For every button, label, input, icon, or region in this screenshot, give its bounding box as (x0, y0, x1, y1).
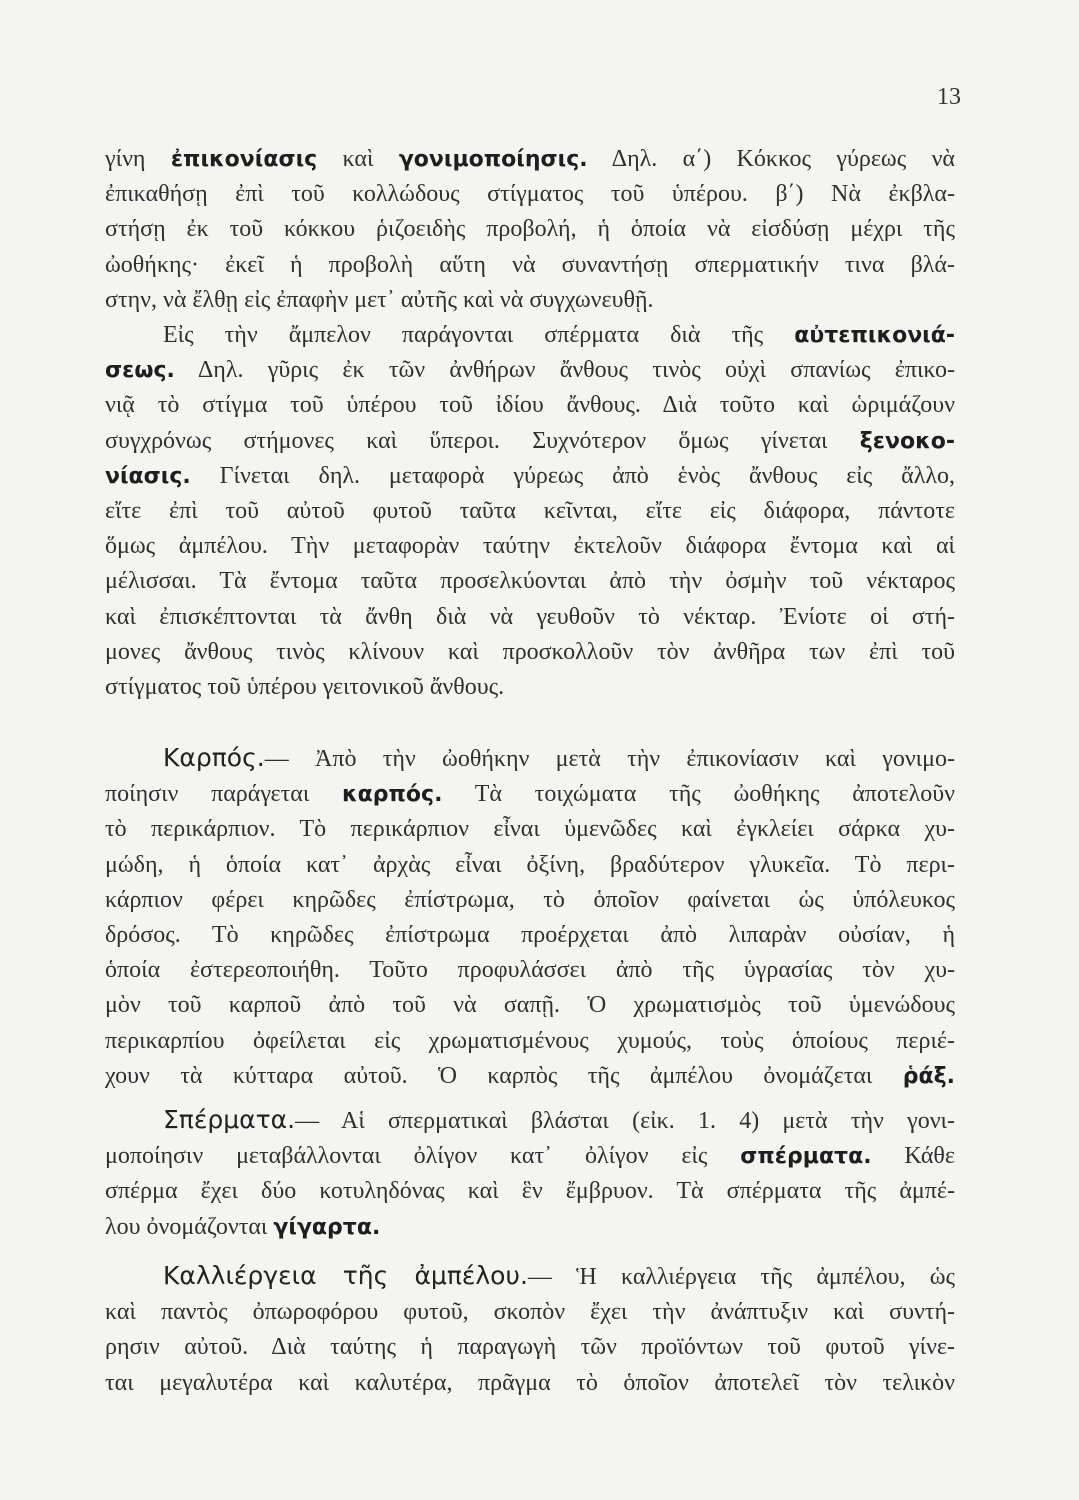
section-seeds (105, 1102, 955, 1245)
text-run: — Ἡ καλλιέργεια τῆς ἀμπέλου, ὡς (527, 1264, 956, 1290)
text-line: καὶ ἐπισκέπτονται τὰ ἄνθη διὰ νὰ γευθοῦν τὸ νέκταρ. Ἐνίοτε οἱ στή- (105, 603, 955, 630)
text-line: μώδη, ἡ ὁποία κατ᾽ ἀρχὰς εἶναι ὀξίνη, βραδύτερον γλυκεῖα. Τὸ περι- (105, 851, 955, 878)
text-line: μέλισσαι. Τὰ ἔντομα ταῦτα προσελκύονται ἀπὸ τὴν ὀσμὴν τοῦ νέκταρος (105, 568, 955, 595)
text-line: κάρπιον φέρει κηρῶδες ἐπίστρωμα, τὸ ὁποῖον φαίνεται ὡς ὑπόλευκος (105, 886, 955, 913)
text-run: — Ἀπὸ τὴν ὠοθήκην μετὰ τὴν ἐπικονίασιν καὶ γονιμο- (264, 746, 955, 772)
text-run: Τὰ τοιχώματα τῆς ὠοθήκης ἀποτελοῦν (442, 781, 956, 808)
text-run: Γίνεται δηλ. μεταφορὰ γύρεως ἀπὸ ἑνὸς ἄνθους εἰς ἄλλο, (190, 462, 955, 489)
text-line (105, 777, 955, 812)
text-line: μονες ἄνθους τινὸς κλίνουν καὶ προσκολλοῦν τὸν ἀνθῆρα των ἐπὶ τοῦ (105, 638, 955, 665)
text-line: περικαρπίου ὀφείλεται εἰς χρωματισμένους χυμούς, τοὺς ὁποίους περιέ- (105, 1027, 955, 1054)
text-line (105, 318, 955, 353)
text-run: μοποίησιν μεταβάλλονται ὀλίγον κατ᾽ ὀλίγον εἰς (105, 1143, 741, 1170)
text-line (105, 1102, 955, 1139)
text-line: ὅμως ἀμπέλου. Τὴν μεταφορὰν ταύτην ἐκτελοῦν διάφορα ἔντομα καὶ αἱ (105, 533, 955, 560)
section-heading-cultivation: Καλλιέργεια τῆς ἀμπέλου. (163, 1261, 528, 1290)
text-run: χουν τὰ κύτταρα αὐτοῦ. Ὁ καρπὸς τῆς ἀμπέλου ὀνομάζεται (105, 1062, 903, 1089)
text-run: ποίησιν παράγεται (105, 781, 343, 808)
text-line (105, 1258, 955, 1295)
text-line: μὸν τοῦ καρποῦ ἀπὸ τοῦ νὰ σαπῇ. Ὁ χρωματισμὸς τοῦ ὑμενώδους (105, 992, 955, 1019)
text-run: Εἰς τὴν ἄμπελον παράγονται σπέρματα διὰ τῆς (163, 322, 795, 349)
text-run: συγχρόνως στήμονες καὶ ὕπεροι. Συχνότερον ὅμως γίνεται (105, 427, 860, 454)
term-karpos: καρπός. (342, 782, 443, 808)
text-line: ἐπικαθήσῃ ἐπὶ τοῦ κολλώδους στίγματος τοῦ ὑπέρου. β΄) Νὰ ἐκβλα- (105, 181, 955, 208)
text-line (105, 1139, 955, 1174)
text-line: ὠοθήκης· ἐκεῖ ἡ προβολὴ αὕτη νὰ συναντήσῃ σπερματικήν τινα βλά- (105, 251, 955, 278)
section-heading-fruit: Καρπός. (163, 743, 265, 772)
term-epikoniasis: ἐπικονίασις (170, 147, 318, 172)
text-line: στήσῃ ἐκ τοῦ κόκκου ῥιζοειδὴς προβολή, ἡ ὁποία νὰ εἰσδύσῃ μέχρι τῆς (105, 216, 955, 243)
text-line (105, 424, 955, 459)
text-run: Δηλ. γῦρις ἐκ τῶν ἀνθήρων ἄνθους τινὸς οὐχὶ σπανίως ἐπικο- (174, 357, 955, 384)
term-xenokoniasis: ξενοκο- (859, 428, 955, 454)
text-line: σπέρμα ἔχει δύο κοτυληδόνας καὶ ἓν ἔμβρυον. Τὰ σπέρματα τῆς ἀμπέ- (105, 1178, 955, 1205)
text-line: εἴτε ἐπὶ τοῦ αὐτοῦ φυτοῦ ταῦτα κεῖνται, εἴτε εἰς διάφορα, πάντοτε (105, 498, 955, 525)
text-run: γίνη (105, 146, 171, 172)
text-line: στίγματος τοῦ ὑπέρου γειτονικοῦ ἄνθους. (105, 674, 505, 701)
text-line (105, 1059, 955, 1094)
text-line (105, 1210, 955, 1245)
term-rax: ῥάξ. (902, 1063, 955, 1089)
text-line: στην, νὰ ἔλθῃ εἰς ἐπαφὴν μετ᾽ αὐτῆς καὶ νὰ συγχωνευθῇ. (105, 286, 654, 313)
page-number: 13 (937, 84, 961, 110)
text-line: νιᾷ τὸ στίγμα τοῦ ὑπέρου τοῦ ἰδίου ἄνθους. Διὰ τοῦτο καὶ ὡριμάζουν (105, 392, 955, 419)
text-run: Δηλ. α΄) Κόκκος γύρεως νὰ (587, 146, 955, 172)
text-line: δρόσος. Τὸ κηρῶδες ἐπίστρωμα προέρχεται ἀπὸ λιπαρὰν οὐσίαν, ἡ (105, 922, 955, 949)
text-run: — Αἱ σπερματικαὶ βλάσται (εἰκ. 1. 4) μετὰ τὴν γονι- (295, 1108, 955, 1134)
term-gonimopoiisis: γονιμοποίησις. (398, 147, 588, 172)
term-xenokoniasis-end: νίασις. (105, 463, 191, 489)
text-run: λου ὀνομάζονται (105, 1213, 274, 1240)
text-line: ὁποία ἐστερεοποιήθη. Τοῦτο προφυλάσσει ἀπὸ τῆς ὑγρασίας τὸν χυ- (105, 957, 955, 984)
section-fruit (105, 740, 955, 1094)
paragraph-group-pollination (105, 142, 955, 705)
section-cultivation (105, 1258, 955, 1401)
text-line: ρησιν αὐτοῦ. Διὰ ταύτης ἡ παραγωγὴ τῶν προϊόντων τοῦ φυτοῦ γίνε- (105, 1334, 955, 1361)
text-line (105, 353, 955, 388)
text-run: καὶ (317, 146, 399, 172)
text-line (105, 142, 955, 177)
term-spermata: σπέρματα. (740, 1144, 872, 1170)
text-line (105, 740, 955, 777)
text-line: ται μεγαλυτέρα καὶ καλυτέρα, πρᾶγμα τὸ ὁποῖον ἀποτελεῖ τὸν τελικὸν (105, 1369, 955, 1396)
text-line: καὶ παντὸς ὀπωροφόρου φυτοῦ, σκοπὸν ἔχει τὴν ἀνάπτυξιν καὶ συντή- (105, 1299, 955, 1326)
text-line: τὸ περικάρπιον. Τὸ περικάρπιον εἶναι ὑμενῶδες καὶ ἐγκλείει σάρκα χυ- (105, 816, 955, 843)
term-gigarta: γίγαρτα. (273, 1214, 381, 1240)
term-autepikoniasis: αὐτεπικονιά- (794, 323, 955, 349)
term-autepikoniasis-end: σεως. (105, 358, 175, 384)
text-line (105, 459, 955, 494)
section-heading-seeds: Σπέρματα. (163, 1105, 296, 1134)
text-run: Κάθε (871, 1143, 955, 1170)
